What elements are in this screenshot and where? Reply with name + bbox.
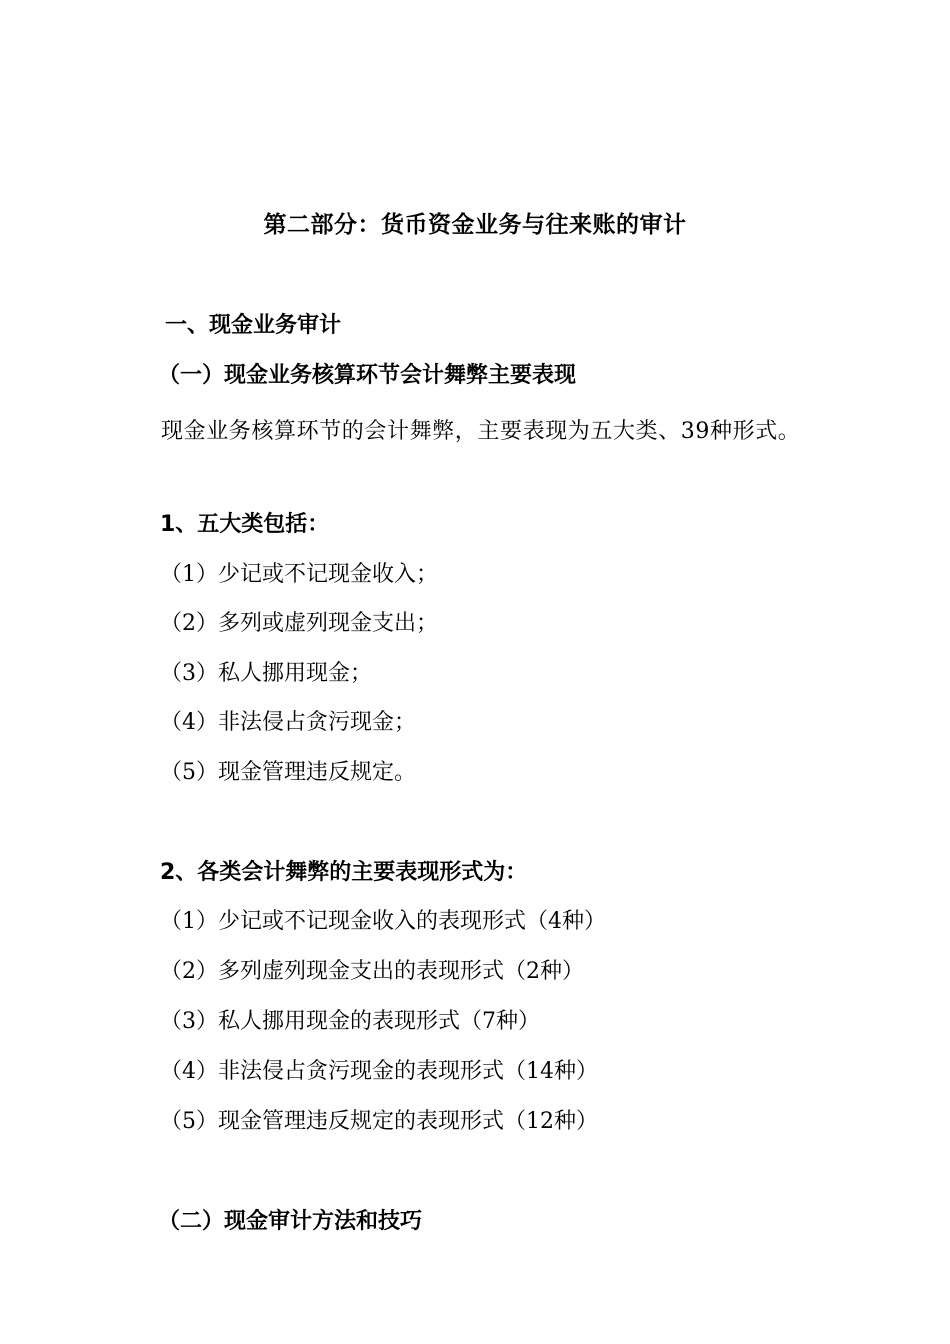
form-item-5: （5）现金管理违反规定的表现形式（12种） xyxy=(160,1109,598,1134)
subsection-heading-fraud-manifestations: （一）现金业务核算环节会计舞弊主要表现 xyxy=(158,363,577,388)
category-item-5: （5）现金管理违反规定。 xyxy=(160,760,416,785)
section-heading-cash-audit: 一、现金业务审计 xyxy=(165,313,342,338)
category-item-2: （2）多列或虚列现金支出； xyxy=(160,611,438,636)
form-item-2: （2）多列虚列现金支出的表现形式（2种） xyxy=(160,959,584,984)
form-item-3: （3）私人挪用现金的表现形式（7种） xyxy=(160,1009,540,1034)
category-item-3: （3）私人挪用现金； xyxy=(160,661,372,686)
category-item-1: （1）少记或不记现金收入； xyxy=(160,562,438,587)
form-item-1: （1）少记或不记现金收入的表现形式（4种） xyxy=(160,909,606,934)
form-item-4: （4）非法侵占贪污现金的表现形式（14种） xyxy=(160,1059,598,1084)
document-title: 第二部分：货币资金业务与往来账的审计 xyxy=(263,212,687,238)
category-item-4: （4）非法侵占贪污现金； xyxy=(160,710,416,735)
subsection-heading-audit-methods: （二）现金审计方法和技巧 xyxy=(158,1209,423,1234)
intro-paragraph: 现金业务核算环节的会计舞弊，主要表现为五大类、39种形式。 xyxy=(161,419,801,444)
forms-heading: 2、各类会计舞弊的主要表现形式为： xyxy=(160,860,528,885)
five-categories-heading: 1、五大类包括： xyxy=(160,512,330,537)
